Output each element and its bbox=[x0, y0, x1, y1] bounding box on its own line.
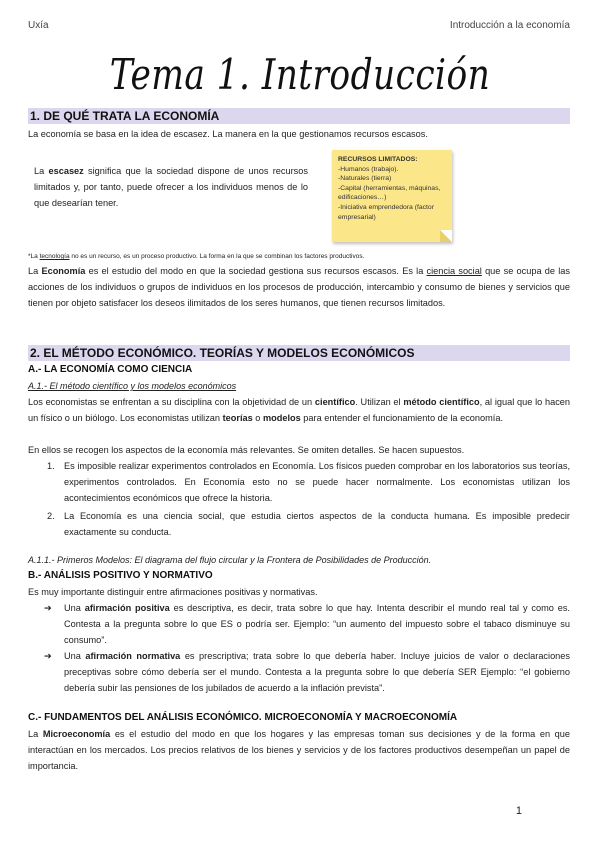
footnote-term: tecnología bbox=[39, 253, 70, 260]
social-science-term: ciencia social bbox=[426, 266, 482, 276]
arrow-item-text-post: es descriptiva, es decir, trata sobre lo que hay. Intenta describir el mundo real tal y como es. Contesta a la pregunta sobre lo que ES o podría ser. Ejemplo: “un aumento del impuesto sobre el tabaco disminuye su consumo”. bbox=[64, 603, 570, 645]
list-item-number: 2. bbox=[47, 511, 55, 521]
arrow-list-item bbox=[44, 648, 570, 696]
subsection-c-heading: C.- FUNDAMENTOS DEL ANÁLISIS ECONÓMICO. MICROECONOMÍA Y MACROECONOMÍA bbox=[28, 712, 458, 723]
subsection-b-intro: Es muy importante distinguir entre afirmaciones positivas y normativas. bbox=[28, 587, 318, 597]
list-item-text: La Economía es una ciencia social, que estudia ciertos aspectos de la conducta humana. Es imposible predecir exactamente su conducta. bbox=[64, 511, 570, 537]
economy-text-post: que se ocupa de las acciones de los individuos o grupos de individuos en los procesos de producción, intercambio y consumo de bienes y servicios que tienen por objeto satisfacer los deseos ilimitados de los seres humanos, que tienen recursos limitados. bbox=[28, 266, 570, 308]
economy-definition bbox=[28, 263, 570, 311]
method-term-scientist: científico bbox=[314, 397, 356, 407]
arrow-icon: ➔ bbox=[44, 603, 52, 613]
page-title: Tema 1. Introducción bbox=[109, 50, 491, 99]
sticky-note-title: RECURSOS LIMITADOS: bbox=[338, 156, 418, 163]
footnote-text-post: no es un recurso, es un proceso productivo. La forma en la que se combinan los factores productivos. bbox=[69, 253, 365, 260]
header-subject: Introducción a la economía bbox=[449, 20, 570, 31]
microeconomics-paragraph bbox=[28, 726, 570, 774]
scarcity-term: escasez bbox=[48, 166, 84, 176]
sticky-note-item: -Naturales (tierra) bbox=[338, 175, 392, 183]
sticky-note-fold bbox=[440, 230, 452, 242]
method-text-2: . Utilizan el bbox=[355, 397, 404, 407]
scientific-method-paragraph bbox=[28, 394, 570, 426]
economy-text-pre: La bbox=[28, 266, 42, 276]
subsection-a1-heading: A.1.- El método científico y los modelos económicos bbox=[28, 381, 237, 391]
method-text-4: o bbox=[252, 413, 263, 423]
economy-text-mid: es el estudio del modo en que la sociedad gestiona sus recursos escasos. Es la bbox=[85, 266, 427, 276]
positive-statement-term: afirmación positiva bbox=[84, 603, 170, 613]
micro-text-pre: La bbox=[28, 729, 43, 739]
list-item bbox=[47, 508, 570, 540]
footnote-text-pre: *La bbox=[28, 253, 40, 260]
arrow-item-text-pre: Una bbox=[64, 651, 86, 661]
method-text-3: , al igual que lo hacen un físico o un biólogo. Los economistas utilizan bbox=[28, 397, 571, 423]
section-1-heading: 1. DE QUÉ TRATA LA ECONOMÍA bbox=[28, 108, 570, 124]
scarcity-text-post: significa que la sociedad dispone de unos recursos limitados y, por tanto, puede ofrecer a los individuos menos de lo que desearían tener. bbox=[34, 166, 308, 208]
models-paragraph: En ellos se recogen los aspectos de la economía más relevantes. Se omiten detalles. Se hacen supuestos. bbox=[28, 445, 465, 455]
economy-term: Economía bbox=[41, 266, 86, 276]
subsection-a11-heading: A.1.1.- Primeros Modelos: El diagrama del flujo circular y la Frontera de Posibilidades de Producción. bbox=[28, 555, 432, 565]
arrow-item-text-pre: Una bbox=[64, 603, 85, 613]
sticky-note-item: -Iniciativa emprendedora (factor empresarial) bbox=[338, 203, 434, 221]
section-2-heading: 2. EL MÉTODO ECONÓMICO. TEORÍAS Y MODELOS ECONÓMICOS bbox=[28, 345, 570, 361]
subsection-a-heading: A.- LA ECONOMÍA COMO CIENCIA bbox=[28, 364, 193, 375]
technology-footnote bbox=[28, 252, 570, 262]
section-1-intro: La economía se basa en la idea de escasez. La manera en la que gestionamos recursos escasos. bbox=[28, 129, 428, 139]
method-text-5: para entender el funcionamiento de la economía. bbox=[300, 413, 503, 423]
numbered-list bbox=[47, 458, 570, 540]
list-item-number: 1. bbox=[47, 461, 55, 471]
normative-statement-term: afirmación normativa bbox=[85, 651, 181, 661]
arrow-icon: ➔ bbox=[44, 651, 52, 661]
method-text-1: Los economistas se enfrentan a su disciplina con la objetividad de un bbox=[28, 397, 315, 407]
sticky-note-item: -Humanos (trabajo). bbox=[338, 165, 399, 173]
scarcity-paragraph bbox=[34, 163, 308, 211]
microeconomics-term: Microeconomía bbox=[42, 729, 111, 739]
micro-text-post: es el estudio del modo en que los hogares y las empresas toman sus decisiones y de la forma en que interactúan en los mercados. Los precios relativos de los bienes y servicios y de los factores productivos desempeñan un papel de importancia. bbox=[28, 729, 570, 771]
sticky-note-resources bbox=[332, 150, 452, 242]
header-author: Uxía bbox=[28, 20, 49, 31]
list-item-text: Es imposible realizar experimentos controlados en Economía. Los físicos pueden comprobar en los laboratorios sus teorías, experimentos controlados. En Economía esto no se puede hacer normalmente. Los economistas utilizan los acontecimientos económicos que ofrece la historia. bbox=[64, 461, 570, 503]
list-item bbox=[47, 458, 570, 506]
method-term-theories: teorías bbox=[222, 413, 253, 423]
arrow-item-text-post: es prescriptiva; trata sobre lo que debería haber. Incluye juicios de valor o declaraciones preceptivas sobre cómo debería ser el mundo. Contesta a la pregunta sobre lo que debería SER Ejemplo: “el gobierno debería subir las pensiones de los jubilados de acuerdo a la inflación prevista”. bbox=[64, 651, 570, 693]
arrow-list bbox=[44, 600, 570, 696]
arrow-list-item bbox=[44, 600, 570, 648]
subsection-b-heading: B.- ANÁLISIS POSITIVO Y NORMATIVO bbox=[28, 570, 213, 581]
sticky-note-item: -Capital (herramientas, máquinas, edificaciones…) bbox=[338, 184, 441, 202]
method-term-scientific-method: método científico bbox=[403, 397, 480, 407]
method-term-models: modelos bbox=[262, 413, 301, 423]
page-number: 1 bbox=[515, 805, 522, 817]
scarcity-text-pre: La bbox=[34, 166, 49, 176]
